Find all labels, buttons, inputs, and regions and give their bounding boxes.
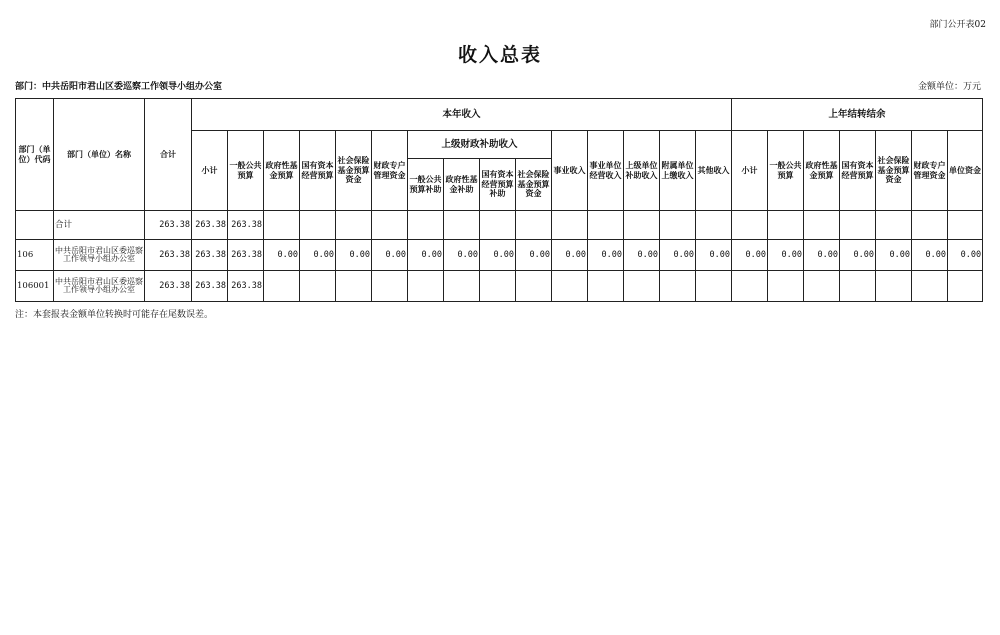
row-cell — [948, 211, 983, 240]
row-cell — [876, 211, 912, 240]
header-cy2-col: 上级单位补助收入 — [624, 131, 660, 211]
row-cell: 0.00 — [660, 240, 696, 271]
header-cy2-col: 事业收入 — [552, 131, 588, 211]
row-cell — [840, 211, 876, 240]
header-cy-col: 政府性基金预算 — [264, 131, 300, 211]
row-cell — [372, 211, 408, 240]
row-cell — [372, 271, 408, 302]
row-code — [16, 211, 54, 240]
row-cell — [804, 211, 840, 240]
row-cell: 0.00 — [840, 240, 876, 271]
department-label: 部门：中共岳阳市君山区委巡察工作领导小组办公室 — [15, 82, 223, 92]
row-cell — [948, 271, 983, 302]
row-cell — [840, 271, 876, 302]
row-cell: 263.38 — [228, 271, 264, 302]
header-name: 部门（单位）名称 — [54, 99, 145, 211]
row-cell — [264, 271, 300, 302]
row-cell — [624, 271, 660, 302]
row-total: 263.38 — [145, 211, 192, 240]
row-name: 中共岳阳市君山区委巡察工作领导小组办公室 — [54, 240, 145, 271]
row-cell: 0.00 — [480, 240, 516, 271]
header-sup-col: 社会保险基金预算资金 — [516, 159, 552, 211]
header-co-col: 一般公共预算 — [768, 131, 804, 211]
row-name: 中共岳阳市君山区委巡察工作领导小组办公室 — [54, 271, 145, 302]
row-cell: 263.38 — [228, 240, 264, 271]
row-cell — [624, 211, 660, 240]
header-total: 合计 — [145, 99, 192, 211]
row-cell — [912, 271, 948, 302]
row-code: 106 — [16, 240, 54, 271]
row-cell — [660, 211, 696, 240]
row-cell — [480, 211, 516, 240]
header-carryover: 上年结转结余 — [732, 99, 983, 131]
row-cell — [300, 211, 336, 240]
row-cell — [480, 271, 516, 302]
row-cell — [300, 271, 336, 302]
header-cy-col: 一般公共预算 — [228, 131, 264, 211]
row-cell — [768, 211, 804, 240]
row-cell: 0.00 — [876, 240, 912, 271]
header-co-col: 政府性基金预算 — [804, 131, 840, 211]
header-sup-col: 国有资本经营预算补助 — [480, 159, 516, 211]
row-cell: 0.00 — [516, 240, 552, 271]
row-cell — [732, 211, 768, 240]
row-cell: 263.38 — [228, 211, 264, 240]
header-cy-col: 社会保险基金预算资金 — [336, 131, 372, 211]
row-cell: 263.38 — [192, 240, 228, 271]
row-cell: 0.00 — [336, 240, 372, 271]
header-cy2-col: 其他收入 — [696, 131, 732, 211]
row-total: 263.38 — [145, 240, 192, 271]
row-cell — [732, 271, 768, 302]
row-cell — [444, 271, 480, 302]
header-sup-col: 政府性基金补助 — [444, 159, 480, 211]
row-cell: 0.00 — [804, 240, 840, 271]
row-cell — [336, 211, 372, 240]
row-cell: 0.00 — [588, 240, 624, 271]
header-co-col: 小计 — [732, 131, 768, 211]
row-cell: 0.00 — [264, 240, 300, 271]
row-cell — [876, 271, 912, 302]
row-cell: 0.00 — [696, 240, 732, 271]
row-cell: 0.00 — [300, 240, 336, 271]
row-cell — [552, 271, 588, 302]
row-cell — [408, 211, 444, 240]
header-co-col: 财政专户管理资金 — [912, 131, 948, 211]
table-row — [16, 240, 983, 271]
header-superior: 上级财政补助收入 — [408, 131, 552, 159]
row-cell — [660, 271, 696, 302]
row-cell — [552, 211, 588, 240]
row-cell — [264, 211, 300, 240]
row-cell: 0.00 — [912, 240, 948, 271]
row-cell — [768, 271, 804, 302]
amount-unit-label: 金额单位：万元 — [917, 82, 981, 92]
header-code: 部门（单位）代码 — [16, 99, 54, 211]
header-cy-col: 财政专户管理资金 — [372, 131, 408, 211]
header-cy2-col: 事业单位经营收入 — [588, 131, 624, 211]
header-co-col: 单位资金 — [948, 131, 983, 211]
row-name: 合计 — [54, 211, 145, 240]
header-current-year: 本年收入 — [192, 99, 732, 131]
row-cell — [444, 211, 480, 240]
form-number: 部门公开表02 — [929, 20, 986, 30]
row-cell — [696, 271, 732, 302]
row-cell — [912, 211, 948, 240]
row-cell — [516, 271, 552, 302]
row-total: 263.38 — [145, 271, 192, 302]
row-cell: 0.00 — [624, 240, 660, 271]
page-title: 收入总表 — [457, 44, 542, 66]
row-cell — [804, 271, 840, 302]
row-cell: 0.00 — [444, 240, 480, 271]
row-cell — [408, 271, 444, 302]
income-summary-table — [15, 98, 983, 302]
row-cell: 263.38 — [192, 211, 228, 240]
row-cell: 0.00 — [408, 240, 444, 271]
header-co-col: 国有资本经营预算 — [840, 131, 876, 211]
row-cell: 0.00 — [768, 240, 804, 271]
row-cell — [696, 211, 732, 240]
row-code: 106001 — [16, 271, 54, 302]
row-cell — [588, 271, 624, 302]
row-cell: 263.38 — [192, 271, 228, 302]
table-row — [16, 271, 983, 302]
header-co-col: 社会保险基金预算资金 — [876, 131, 912, 211]
row-cell — [336, 271, 372, 302]
footnote: 注：本套报表金额单位转换时可能存在尾数误差。 — [15, 310, 214, 320]
row-cell: 0.00 — [552, 240, 588, 271]
header-cy-col: 小计 — [192, 131, 228, 211]
header-sup-col: 一般公共预算补助 — [408, 159, 444, 211]
row-cell — [588, 211, 624, 240]
header-cy2-col: 附属单位上缴收入 — [660, 131, 696, 211]
row-cell — [516, 211, 552, 240]
row-cell: 0.00 — [948, 240, 983, 271]
header-cy-col: 国有资本经营预算 — [300, 131, 336, 211]
row-cell: 0.00 — [372, 240, 408, 271]
row-cell: 0.00 — [732, 240, 768, 271]
table-row — [16, 211, 983, 240]
